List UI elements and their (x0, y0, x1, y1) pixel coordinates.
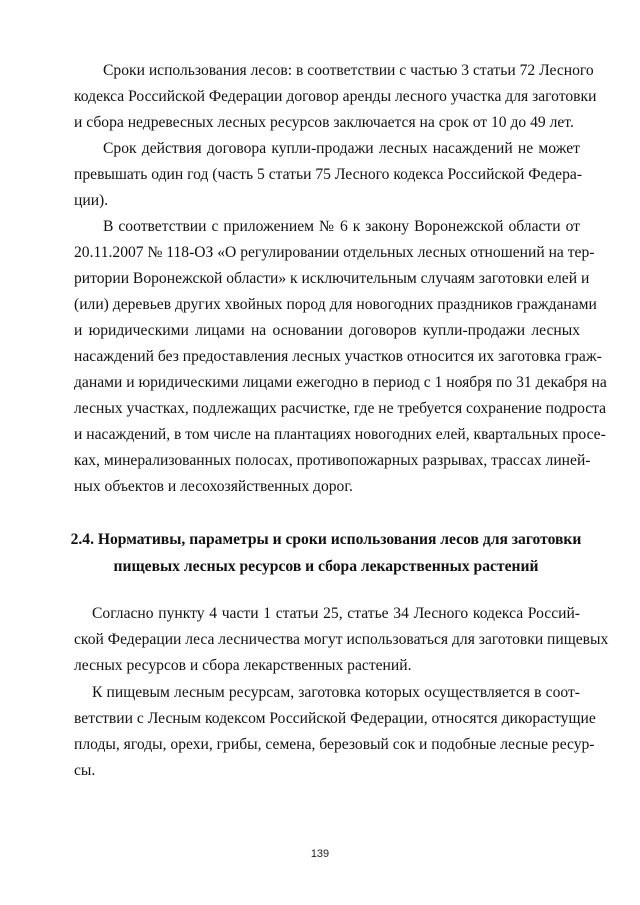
section-heading-line: пищевых лесных ресурсов и сбора лекарственных растений (113, 558, 539, 575)
paragraph-line: ных объектов и лесохозяйственных дорог. (74, 478, 353, 495)
section-heading (70, 526, 582, 580)
page-number: 139 (310, 848, 330, 860)
paragraph-line: и юридическими лицами на основании договоров купли-продажи лесных (74, 322, 580, 339)
paragraph-line: Согласно пункту 4 части 1 статьи 25, статье 34 Лесного кодекса Россий- (92, 605, 580, 622)
paragraph-contract-duration (74, 136, 583, 214)
paragraph-line: ской Федерации леса лесничества могут использоваться для заготовки пищевых (74, 631, 609, 648)
paragraph-line: Сроки использования лесов: в соответствии с частью 3 статьи 72 Лесного (103, 62, 594, 79)
paragraph-line: лесных участках, подлежащих расчистке, где не требуется сохранение подроста (74, 400, 607, 417)
paragraph-line: лесных ресурсов и сбора лекарственных растений. (74, 657, 412, 674)
paragraph-line: кодекса Российской Федерации договор аренды лесного участка для заготовки (74, 88, 597, 105)
paragraph-line: превышать один год (часть 5 статьи 75 Лесного кодекса Российской Федера- (74, 166, 583, 183)
paragraph-line: ции). (74, 192, 109, 209)
paragraph-forest-code (74, 601, 609, 679)
paragraph-line: плоды, ягоды, орехи, грибы, семена, березовый сок и подобные лесные ресур- (74, 736, 595, 753)
paragraph-line: насаждений без предоставления лесных участков относится их заготовка граж- (74, 348, 602, 365)
paragraph-line: ветствии с Лесным кодексом Российской Федерации, относятся дикорастущие (74, 710, 596, 727)
paragraph-lease-terms (74, 58, 597, 136)
paragraph-line: 20.11.2007 № 118-ОЗ «О регулировании отдельных лесных отношений на тер- (74, 244, 595, 261)
paragraph-line: ритории Воронежской области» к исключительным случаям заготовки елей и (74, 270, 590, 287)
paragraph-line: К пищевым лесным ресурсам, заготовка которых осуществляется в соот- (92, 684, 580, 701)
paragraph-line: (или) деревьев других хвойных пород для новогодних праздников гражданами (74, 296, 597, 313)
paragraph-food-resources (74, 680, 596, 784)
paragraph-line: Срок действия договора купли-продажи лесных насаждений не может (103, 140, 580, 157)
section-heading-line: 2.4. Нормативы, параметры и сроки использования лесов для заготовки (70, 531, 582, 548)
paragraph-line: и сбора недревесных лесных ресурсов заключается на срок от 10 до 49 лет. (74, 114, 574, 131)
paragraph-voronezh-law (74, 214, 607, 500)
paragraph-line: сы. (74, 762, 96, 779)
paragraph-line: и насаждений, в том числе на плантациях новогодних елей, квартальных просе- (74, 426, 606, 443)
paragraph-line: В соответствии с приложением № 6 к закону Воронежской области от (103, 218, 580, 235)
paragraph-line: данами и юридическими лицами ежегодно в период с 1 ноября по 31 декабря на (74, 374, 607, 391)
paragraph-line: ках, минерализованных полосах, противопожарных разрывах, трассах линей- (74, 452, 591, 469)
